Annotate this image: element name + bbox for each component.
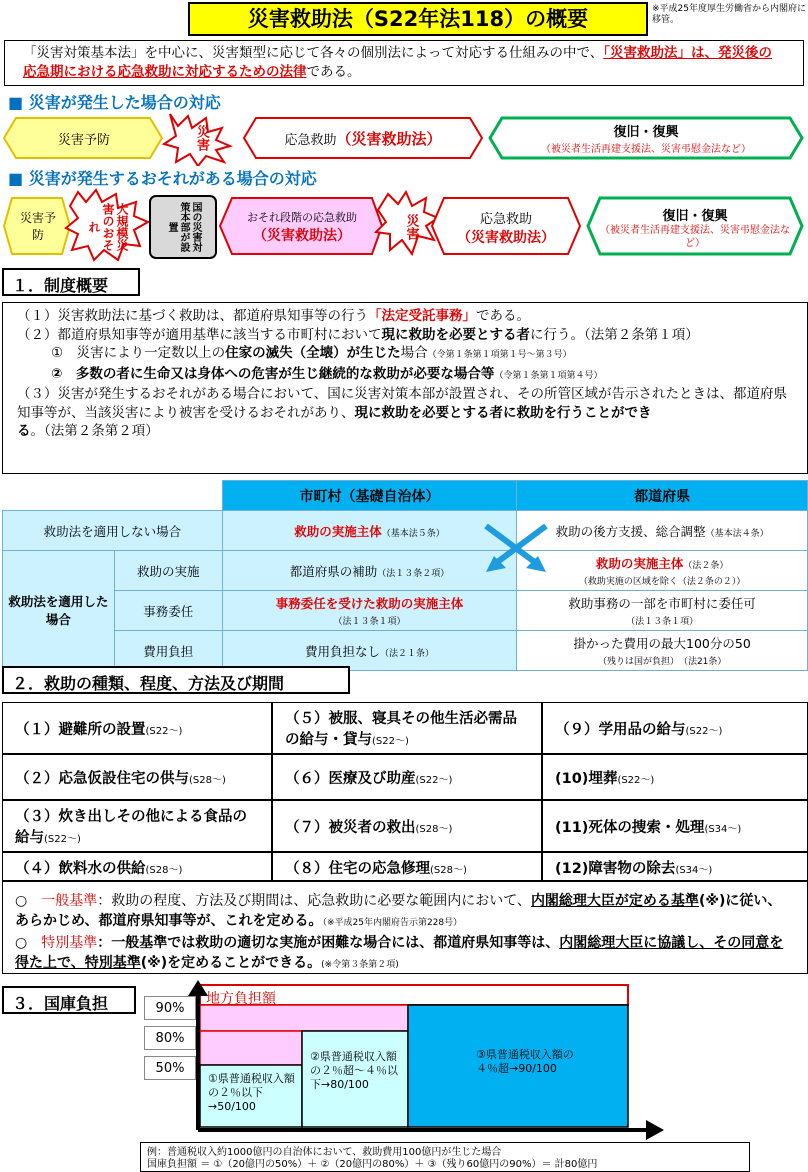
row3-pref-main: 救助事務の一部を市町村に委任可	[568, 596, 756, 611]
row4-label: 費用負担	[114, 631, 222, 671]
header-city: 市町村（基礎自治体）	[222, 481, 517, 511]
header-pref: 都道府県	[517, 481, 808, 511]
aid-7-year: (S28～)	[415, 823, 453, 835]
row4-city	[222, 631, 517, 671]
bullet-icon: ○	[15, 893, 28, 909]
responsibility-table	[2, 480, 808, 671]
s1-l4a: ② 多数の者に生命又は身体への危害が生じ継続的な救助が必要な場合等	[51, 365, 495, 382]
s1-l2a: （２）都道府県知事等が適用基準に該当する市町村において	[17, 326, 382, 343]
row2-city-main: 都道府県の補助	[289, 563, 378, 579]
general-label: 一般基準	[41, 893, 98, 909]
flow1-heading: ■ 災害が発生した場合の対応	[8, 93, 221, 112]
row2-pref-main: 救助の実施主体	[595, 556, 684, 571]
aid-7-label: （７）被災者の救出	[285, 819, 416, 836]
x-axis-arrow-icon	[646, 1120, 664, 1140]
aid-11-label: (11)死体の捜索・処理	[555, 819, 705, 836]
special-emphasis: 内閣総理大臣に協議し、その同意を得た上で、特別基準	[15, 935, 784, 971]
row3-city	[222, 591, 517, 631]
special-ref: (※令第３条第２項)	[321, 960, 399, 970]
aid-item-3	[2, 800, 272, 852]
s1-line2	[17, 326, 793, 345]
row2-label: 救助の実施	[114, 551, 222, 591]
aid-12-label: (12)障害物の除去	[555, 860, 676, 877]
aid-item-2	[2, 754, 272, 800]
aid-item-5	[272, 702, 542, 754]
row1-city-main: 救助の実施主体	[294, 523, 382, 539]
s1-l2c: に行う。（法第２条第１項）	[530, 326, 699, 343]
row4-city-main: 費用負担なし	[305, 643, 381, 659]
flow2-recovery	[600, 200, 790, 254]
general-emphasis: 内閣総理大臣が定める基準	[530, 893, 699, 909]
row3-pref-ref: （法１３条１項）	[626, 617, 699, 627]
aid-5-year: (S22～)	[372, 736, 409, 747]
flow2-relief-label: 応急救助	[479, 211, 532, 227]
row1-pref-main: 救助の後方支援、総合調整	[555, 523, 706, 539]
table-row	[3, 631, 808, 671]
intro-box	[4, 40, 804, 86]
s1-l5a: （３）災害が発生するおそれがある場合において、国に災害対策本部が設置され、その所管区域が告示されたときは、都道府県知事等が、当該災害により被害を受けるおそれがあり、	[17, 386, 788, 421]
special-text: ：一般基準では救助の適切な実施が困難な場合には、都道府県知事等は、	[97, 935, 560, 951]
cross-arrows-icon	[466, 520, 566, 576]
special-standard	[15, 933, 795, 975]
flow2-heading: ■ 災害が発生するおそれがある場合の対応	[8, 169, 317, 188]
row3-city-main: 事務委任を受けた救助の実施主体	[275, 596, 464, 611]
row1-label: 救助法を適用しない場合	[3, 511, 223, 551]
s1-l1c: である。	[476, 308, 530, 324]
bracket1-label: ①県普通税収入額の２％以下→50/100	[208, 1072, 295, 1113]
table-header-row	[3, 481, 808, 511]
bullet-icon: ○	[15, 935, 28, 951]
section3-title: ３．国庫負担	[2, 986, 136, 1014]
intro-text-2: である。	[306, 64, 361, 80]
aid-10-year: (S22～)	[617, 774, 655, 786]
flow1-disaster: 災害	[194, 125, 209, 151]
pct-90: 90%	[144, 996, 196, 1020]
aid-6-year: (S22～)	[415, 774, 453, 786]
bracket3-label: ③県普通税収入額の４％超→90/100	[476, 1048, 574, 1075]
section2-title: ２．救助の種類、程度、方法及び期間	[2, 666, 350, 694]
example-box	[140, 1142, 750, 1172]
s1-l5b: 現に救助を必要とする者に救助を行うことができる	[17, 404, 652, 439]
aid-9-label: （９）学用品の給与	[555, 721, 686, 738]
table-corner	[3, 481, 223, 511]
aid-1-label: （１）避難所の設置	[15, 721, 146, 738]
burden-diagram	[0, 980, 808, 1140]
pct-80: 80%	[144, 1026, 196, 1050]
s1-l3b: 住家の滅失（全壊）が生じた	[225, 345, 401, 361]
s1-l4d: （令第１条第１項第４号）	[494, 370, 603, 381]
aid-11-year: (S34～)	[704, 823, 742, 835]
flow2-relief-law: （災害救助法）	[457, 229, 555, 246]
s1-line3	[17, 344, 793, 365]
flow2-pre-relief-law: （災害救助法）	[253, 228, 351, 244]
s1-line1	[17, 307, 793, 326]
aid-2-year: (S28～)	[189, 774, 226, 786]
aid-12-year: (S34～)	[675, 864, 713, 876]
aid-4-label: （４）飲料水の供給	[15, 860, 146, 877]
flow1-relief-label: 応急救助	[284, 132, 337, 148]
table-row	[3, 591, 808, 631]
general-text: ：救助の程度、方法及び期間は、応急救助に必要な範囲内において、	[97, 893, 531, 909]
local-burden-low	[200, 1031, 302, 1065]
pct-50: 50%	[144, 1056, 196, 1080]
aid-8-year: (S28～)	[430, 864, 467, 876]
row2-city-ref: （法１３条２項）	[377, 568, 450, 579]
s1-l1a: （１）災害救助法に基づく救助は、都道府県知事等の行う	[17, 308, 368, 324]
s1-l3d: （令第１条第１項第１号～第３号）	[427, 350, 572, 360]
aid-item-6	[272, 754, 542, 800]
aid-item-11	[542, 800, 808, 852]
section1-title: １．制度概要	[2, 268, 140, 296]
aid-item-8	[272, 852, 542, 882]
aid-item-7	[272, 800, 542, 852]
s1-l3a: ① 災害により一定数以上の	[51, 345, 226, 361]
row3-pref	[517, 591, 808, 631]
example-line-2: 国庫負担額 ＝ ①（20億円の50%）＋ ②（20億円の80%）＋ ③（残り60億円の90%）＝ 計80億円	[147, 1159, 598, 1170]
local-burden-mid	[200, 1005, 408, 1031]
flow2-threat: 大規模災害のおそれ	[87, 203, 129, 251]
aid-item-4	[2, 852, 272, 882]
flow2-hq: 国の災害対策本部が設置	[166, 202, 201, 252]
row2-pref-ref2: （救助実施の区域を除く（法２条の２））	[578, 577, 746, 587]
flow2-disaster: 災害	[403, 214, 419, 240]
aid-4-year: (S28～)	[145, 864, 183, 876]
special-text-2: (※)を定めることができる。	[140, 955, 322, 971]
s1-l1b: 「法定受託事務」	[368, 308, 476, 324]
s1-line4	[17, 365, 793, 386]
aid-item-10	[542, 754, 808, 800]
flow1-relief-law: （災害救助法）	[336, 129, 442, 148]
row1-city-ref: （基本法５条）	[381, 528, 445, 539]
transfer-note: ※平成25年度厚生労働省から内閣府に移管。	[652, 4, 806, 25]
aid-item-9	[542, 702, 808, 754]
flow1-relief	[256, 120, 470, 156]
flow1-recovery-laws: （被災者生活再建支援法、災害弔慰金法など）	[541, 144, 751, 155]
aid-item-1	[2, 702, 272, 754]
local-burden-label: 地方負担額	[206, 991, 276, 1007]
aid-3-year: (S22～)	[44, 834, 81, 845]
flow2-prevention: 災害予防	[19, 211, 56, 242]
flow2-recovery-title: 復旧・復興	[662, 208, 728, 224]
row4-city-ref: （法２１条）	[380, 648, 435, 659]
table-row	[3, 511, 808, 551]
flow1-recovery	[502, 118, 790, 158]
intro-emphasis: 「災害救助法」は、発災後の応急期における応急救助に対応するための法律	[23, 45, 772, 80]
aid-5-label: （５）被服、寝具その他生活必需品の給与・貸与	[285, 711, 517, 748]
row1-pref-ref: （基本法４条）	[705, 528, 769, 539]
standards-box	[2, 880, 808, 974]
aid-1-year: (S22～)	[145, 725, 183, 737]
group-label: 救助法を適用した場合	[3, 551, 115, 671]
example-line-1: 例：普通税収入約1000億円の自治体において、救助費用100億円が生じた場合	[147, 1147, 502, 1158]
section1-body	[2, 302, 808, 474]
general-ref: （※平成25年内閣府告示第228号）	[322, 918, 463, 928]
table-row	[3, 551, 808, 591]
row3-city-ref: （法１３条１項）	[333, 617, 406, 627]
aid-item-12	[542, 852, 808, 882]
general-text-2: (※)に従い、あらかじめ、都道府県知事等が、これを定める。	[15, 893, 782, 929]
special-label: 特別基準	[41, 935, 98, 951]
flow2-relief	[444, 200, 568, 254]
aid-8-label: （８）住宅の応急修理	[285, 860, 430, 877]
flow2-recovery-laws: （被災者生活再建支援法、災害弔慰金法など）	[600, 224, 790, 249]
intro-text-1: 「災害対策基本法」を中心に、災害類型に応じて各々の個別法によって対応する仕組みの中で、	[23, 45, 604, 61]
bracket2-label: ②県普通税収入額の２％超～４％以下→80/100	[310, 1050, 398, 1091]
aid-6-label: （６）医療及び助産	[285, 770, 416, 787]
aid-3-label: （３）炊き出しその他による食品の給与	[15, 809, 247, 846]
flow2-pre-relief-label: おそれ段階の応急救助	[247, 211, 357, 224]
row4-pref-main: 掛かった費用の最大100分の50	[573, 636, 751, 651]
aid-9-year: (S22～)	[685, 725, 723, 737]
flow2-pre-relief	[232, 200, 372, 254]
s1-l3c: 場合	[400, 345, 428, 361]
row4-pref	[517, 631, 808, 671]
s1-l5c: 。（法第２条第２項）	[30, 423, 159, 439]
flow1-recovery-title: 復旧・復興	[613, 125, 679, 140]
general-standard	[15, 891, 795, 933]
flow1-prevention: 災害予防	[57, 132, 110, 148]
s1-l2b: 現に救助を必要とする者	[381, 326, 530, 343]
s1-line5	[17, 385, 793, 441]
page-title: 災害救助法（S22年法118）の概要	[188, 2, 648, 36]
row3-label: 事務委任	[114, 591, 222, 631]
row2-pref-ref: （法２条）	[683, 561, 729, 571]
row4-pref-ref: （残りは国が負担） （法21条）	[597, 657, 727, 667]
aid-10-label: (10)埋葬	[555, 770, 618, 787]
aid-2-label: （２）応急仮設住宅の供与	[15, 770, 189, 787]
